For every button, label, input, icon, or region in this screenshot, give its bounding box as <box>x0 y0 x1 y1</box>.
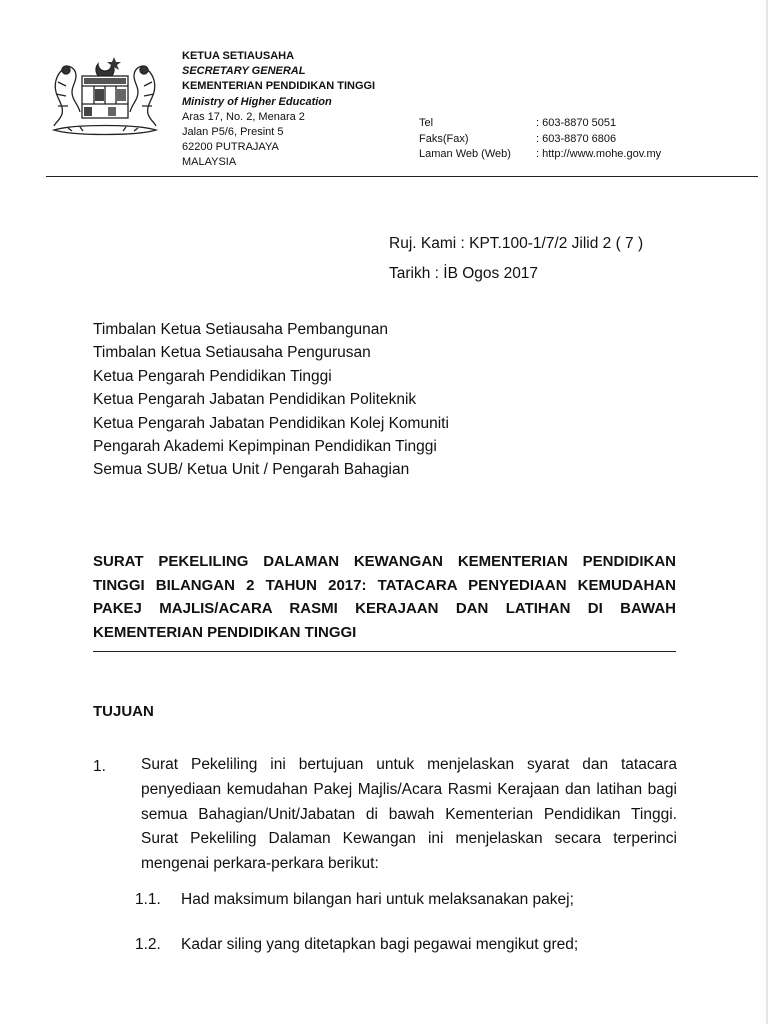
section-heading: TUJUAN <box>93 703 154 720</box>
letterhead-title: KETUA SETIAUSAHA <box>182 50 295 62</box>
contact-row-tel <box>419 116 661 132</box>
recipient-item: Ketua Pengarah Jabatan Pendidikan Politeknik <box>93 391 417 409</box>
contact-row-fax <box>419 132 661 148</box>
recipient-item: Ketua Pengarah Jabatan Pendidikan Kolej Komuniti <box>93 414 449 432</box>
paragraph-text: Surat Pekeliling ini bertujuan untuk menjelaskan syarat dan tatacara penyediaan kemudahan Pakej Majlis/Acara Rasmi Kerajaan dan latihan bagi semua Bahagian/Unit/Jabatan di bawah Kementerian Pendidikan Tinggi. Surat Pekeliling Dalaman Kewangan ini menjelaskan secara terperinci mengenai perkara-perkara berikut: <box>141 756 677 873</box>
subitem-text: Had maksimum bilangan hari untuk melaksanakan pakej; <box>181 891 574 908</box>
recipient-item: Timbalan Ketua Setiausaha Pengurusan <box>93 344 371 362</box>
address-line: 62200 PUTRAJAYA <box>182 141 279 154</box>
recipient-item: Pengarah Akademi Kepimpinan Pendidikan Tinggi <box>93 438 437 456</box>
letterhead <box>182 49 375 171</box>
contact-value: : 603-8870 6806 <box>536 132 617 145</box>
letterhead-title-en: SECRETARY GENERAL <box>182 65 306 78</box>
address-line: Jalan P5/6, Presint 5 <box>182 126 284 139</box>
reference-date: Tarikh : İB Ogos 2017 <box>389 265 539 282</box>
contact-block <box>419 116 661 163</box>
address-line: Aras 17, No. 2, Menara 2 <box>182 110 305 123</box>
recipient-list <box>93 318 449 482</box>
contact-label: Tel <box>419 117 434 129</box>
paragraph-number: 1. <box>93 758 106 775</box>
coat-of-arms-logo <box>46 52 164 144</box>
subitem-text: Kadar siling yang ditetapkan bagi pegawai mengikut gred; <box>181 936 579 953</box>
ministry-name-en: Ministry of Higher Education <box>182 95 332 108</box>
subitem <box>135 936 578 954</box>
header-divider <box>46 176 758 177</box>
ministry-name: KEMENTERIAN PENDIDIKAN TINGGI <box>182 80 376 93</box>
contact-value: : http://www.mohe.gov.my <box>536 148 662 160</box>
subitem-number: 1.2. <box>135 936 161 953</box>
contact-label: Laman Web (Web) <box>419 148 511 160</box>
address-line: MALAYSIA <box>182 156 237 169</box>
recipient-item: Timbalan Ketua Setiausaha Pembangunan <box>93 321 388 338</box>
contact-row-web <box>419 147 661 163</box>
reference-number: Ruj. Kami : KPT.100-1/7/2 Jilid 2 ( 7 ) <box>389 235 644 252</box>
subitem-number: 1.1. <box>135 891 161 908</box>
recipient-item: Ketua Pengarah Pendidikan Tinggi <box>93 367 332 385</box>
contact-value: : 603-8870 5051 <box>536 117 617 129</box>
contact-label: Faks(Fax) <box>419 132 469 145</box>
letter-subject: SURAT PEKELILING DALAMAN KEWANGAN KEMENTERIAN PENDIDIKAN TINGGI BILANGAN 2 TAHUN 2017: TATACARA PENYEDIAAN KEMUDAHAN PAKEJ MAJLIS/ACARA RASMI KERAJAAN DAN LATIHAN DI BAWAH KEMENTERIAN PENDIDIKAN TINGGI <box>93 550 676 652</box>
subitem <box>135 891 574 909</box>
recipient-item: Semua SUB/ Ketua Unit / Pengarah Bahagian <box>93 461 410 479</box>
reference-block <box>389 229 643 289</box>
